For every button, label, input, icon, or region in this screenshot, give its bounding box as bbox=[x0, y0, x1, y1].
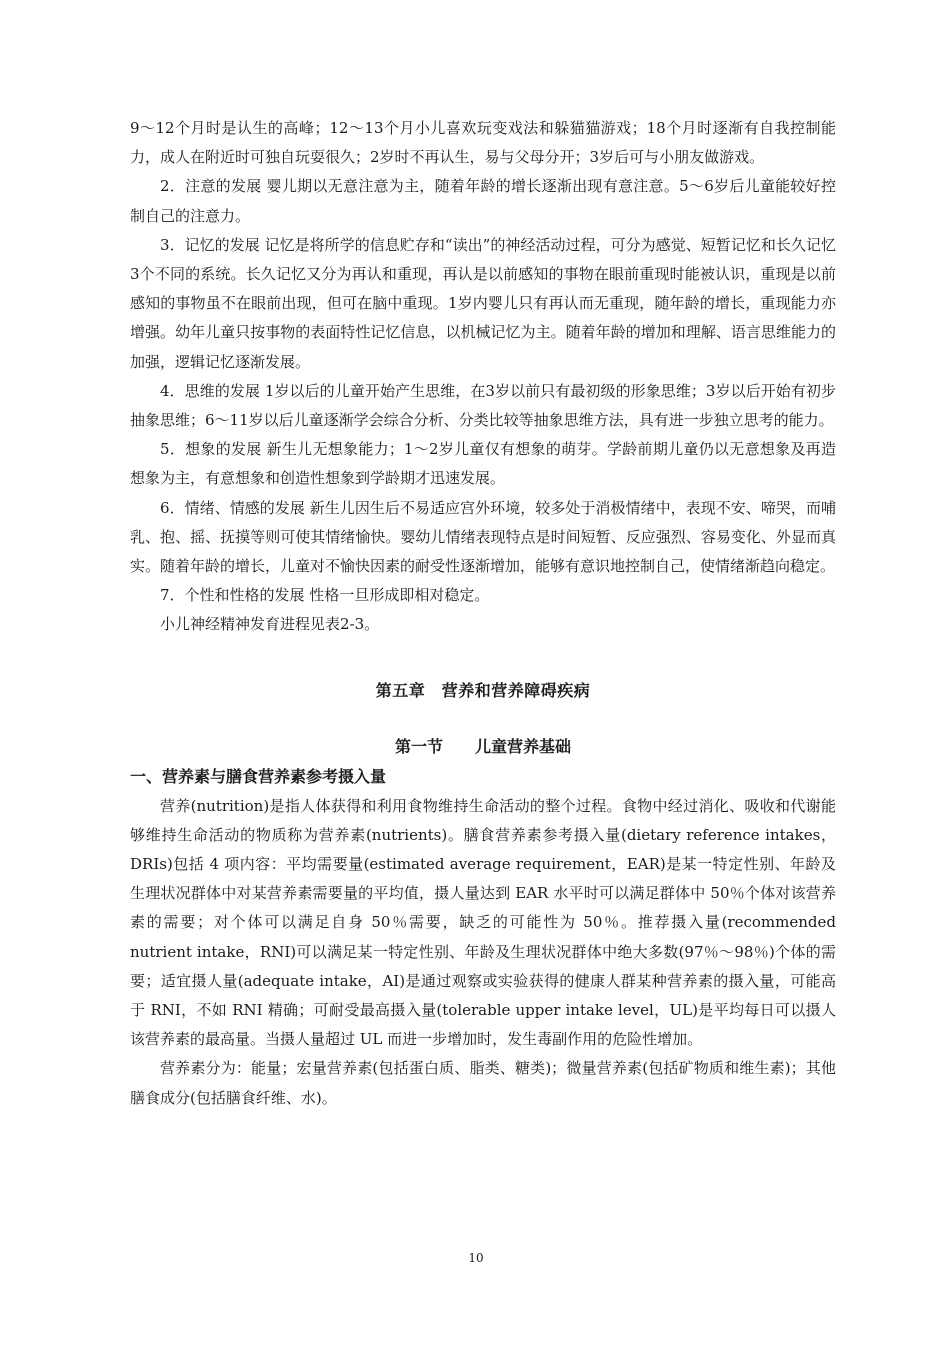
paragraph-emotion: 6．情绪、情感的发展 新生儿因生后不易适应宫外环境，较多处于消极情绪中，表现不安、啼哭，而哺乳、抱、摇、抚摸等则可使其情绪愉快。婴幼儿情绪表现特点是时间短暂、反应强烈、容易变化、外显而真实。随着年龄的增长，儿童对不愉快因素的耐受性逐渐增加，能够有意识地控制自己，使情绪渐趋向稳定。 bbox=[130, 498, 836, 576]
paragraph-thinking: 4．思维的发展 1岁以后的儿童开始产生思维，在3岁以前只有最初级的形象思维；3岁以后开始有初步抽象思维；6～11岁以后儿童逐渐学会综合分析、分类比较等抽象思维方法，具有进一步独立思考的能力。 bbox=[130, 381, 836, 430]
paragraph-memory: 3．记忆的发展 记忆是将所学的信息贮存和“读出”的神经活动过程，可分为感觉、短暂记忆和长久记忆3个不同的系统。长久记忆又分为再认和重现，再认是以前感知的事物在眼前重现时能被认识，重现是以前感知的事物虽不在眼前出现，但可在脑中重现。1岁内婴儿只有再认而无重现，随年龄的增长，重现能力亦增强。幼年儿童只按事物的表面特性记忆信息，以机械记忆为主。随着年龄的增加和理解、语言思维能力的加强，逻辑记忆逐渐发展。 bbox=[130, 235, 836, 371]
paragraph-social-development: 9～12个月时是认生的高峰；12～13个月小儿喜欢玩变戏法和躲猫猫游戏；18个月时逐渐有自我控制能力，成人在附近时可独自玩耍很久；2岁时不再认生，易与父母分开；3岁后可与小朋友做游戏。 bbox=[130, 119, 836, 167]
subheading: 一、营养素与膳食营养素参考摄入量 bbox=[130, 766, 387, 786]
paragraph-nutrition-definition: 营养(nutrition)是指人体获得和利用食物维持生命活动的整个过程。食物中经过消化、吸收和代谢能够维持生命活动的物质称为营养素(nutrients)。膳食营养素参考摄入量(dietary reference intakes，DRIs)包括 4 项内容：平均需要量(estimated average requirement，EAR)是某一特定性别、年龄及生理状况群体中对某营养素需要量的平均值，摄人量达到 EAR 水平时可以满足群体中 50％个体对该营养素的需要；对个体可以满足自身 50％需要，缺乏的可能性为 50％。推荐摄入量(recommended nutrient intake，RNI)可以满足某一特定性别、年龄及生理状况群体中绝大多数(97％～98％)个体的需要；适宜摄人量(adequate intake，AI)是通过观察或实验获得的健康人群某种营养素的摄入量，可能高于 RNI，不如 RNI 精确；可耐受最高摄入量(tolerable upper intake level，UL)是平均每日可以摄人该营养素的最高量。当摄人量超过 UL 而进一步增加时，发生毒副作用的危险性增加。 bbox=[130, 796, 836, 1049]
page-number: 10 bbox=[468, 1251, 484, 1265]
chapter-title: 第五章 营养和营养障碍疾病 bbox=[375, 680, 591, 700]
paragraph-imagination: 5．想象的发展 新生儿无想象能力；1～2岁儿童仅有想象的萌芽。学龄前期儿童仍以无意想象及再造想象为主，有意想象和创造性想象到学龄期才迅速发展。 bbox=[130, 440, 836, 488]
paragraph-table-reference: 小儿神经精神发育进程见表2-3。 bbox=[160, 615, 380, 634]
section-title: 第一节 儿童营养基础 bbox=[394, 736, 571, 756]
paragraph-personality: 7．个性和性格的发展 性格一旦形成即相对稳定。 bbox=[160, 586, 490, 605]
paragraph-nutrient-classes: 营养素分为：能量；宏量营养素(包括蛋白质、脂类、糖类)；微量营养素(包括矿物质和维生素)；其他膳食成分(包括膳食纤维、水)。 bbox=[130, 1059, 836, 1107]
paragraph-attention: 2．注意的发展 婴儿期以无意注意为主，随着年龄的增长逐渐出现有意注意。5～6岁后儿童能较好控制自己的注意力。 bbox=[130, 177, 836, 225]
document-page bbox=[130, 114, 836, 1113]
